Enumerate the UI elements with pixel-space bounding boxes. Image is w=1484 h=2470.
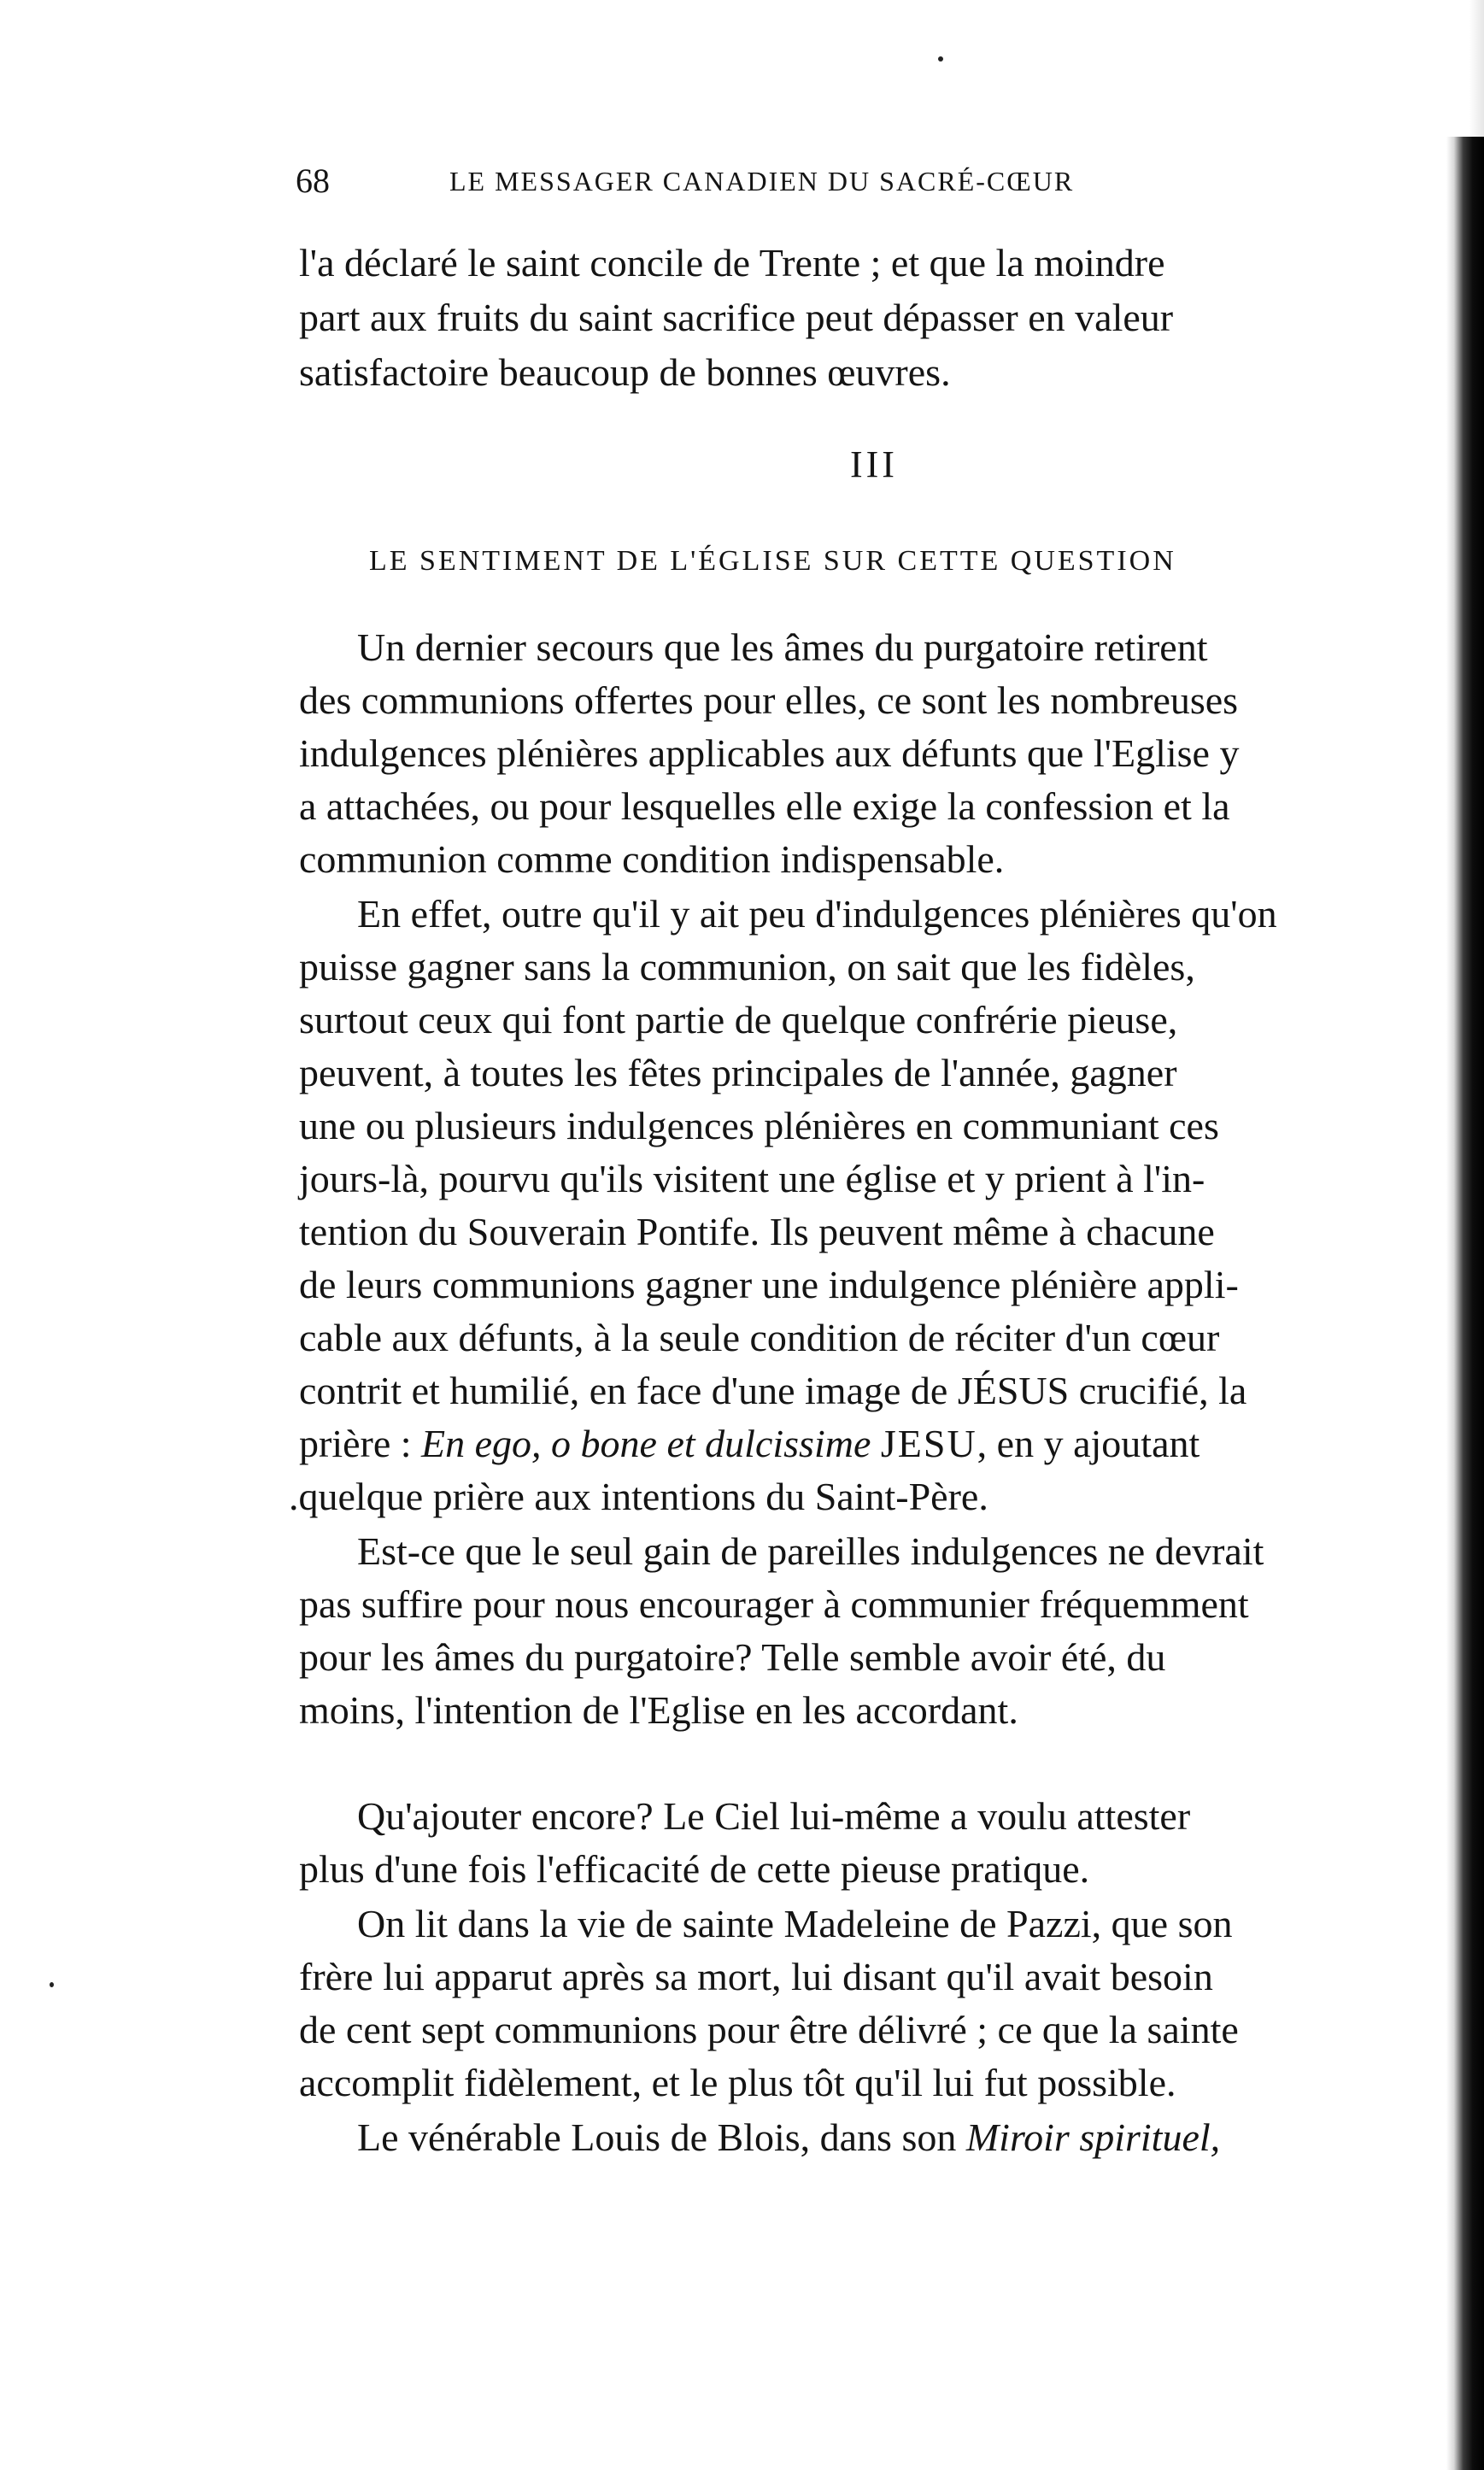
text-line [299, 1418, 1427, 1470]
text-line: jours-là, pourvu qu'ils visitent une église et y prient à l'in- [299, 1157, 1205, 1200]
prayer-latin: En ego, o bone et dulcissime [421, 1422, 871, 1465]
ink-speck [50, 1982, 54, 1987]
text-line: .quelque prière aux intentions du Saint-Père. [289, 1475, 988, 1518]
prayer-name: JESU [880, 1422, 977, 1465]
text-line: peuvent, à toutes les fêtes principales de l'année, gagner [299, 1051, 1177, 1094]
section-number: III [850, 443, 898, 485]
text-line: communion comme condition indispensable. [299, 837, 1005, 881]
text-line: On lit dans la vie de sainte Madeleine de Pazzi, que son [357, 1902, 1233, 1945]
text-line: a attachées, ou pour lesquelles elle exige la confession et la [299, 784, 1230, 828]
text-line: Qu'ajouter encore? Le Ciel lui-même a voulu attester [357, 1794, 1191, 1838]
text-line: surtout ceux qui font partie de quelque confrérie pieuse, [299, 998, 1178, 1041]
running-head: LE MESSAGER CANADIEN DU SACRÉ-CŒUR [449, 166, 1075, 197]
text-line: de cent sept communions pour être délivré ; ce que la sainte [299, 2008, 1239, 2051]
text-line: indulgences plénières applicables aux défunts que l'Eglise y [299, 731, 1240, 775]
text-line: l'a déclaré le saint concile de Trente ; et que la moindre [299, 241, 1165, 285]
text-line: frère lui apparut après sa mort, lui disant qu'il avait besoin [299, 1955, 1213, 1998]
page-edge-light [1446, 0, 1484, 137]
text-line: tention du Souverain Pontife. Ils peuvent même à chacune [299, 1210, 1215, 1253]
text-line: accomplit fidèlement, et le plus tôt qu'il lui fut possible. [299, 2061, 1176, 2104]
text-line: puisse gagner sans la communion, on sait que les fidèles, [299, 945, 1195, 989]
text-line: Est-ce que le seul gain de pareilles indulgences ne devrait [357, 1529, 1264, 1573]
text-line: part aux fruits du saint sacrifice peut dépasser en valeur [299, 296, 1174, 339]
text-line: cable aux défunts, à la seule condition de réciter d'un cœur [299, 1316, 1220, 1359]
ink-speck [938, 56, 943, 62]
text-line: de leurs communions gagner une indulgence plénière appli- [299, 1263, 1239, 1306]
text-line: satisfactoire beaucoup de bonnes œuvres. [299, 350, 951, 394]
page-header [296, 159, 1321, 203]
prayer-line: prière : En ego, o bone et dulcissime JESU, en y ajoutant [299, 1422, 1200, 1465]
text-line: contrit et humilié, en face d'une image de JÉSUS crucifié, la [299, 1369, 1247, 1412]
page-number: 68 [296, 161, 330, 200]
text-line: Le vénérable Louis de Blois, dans son Miroir spirituel, [357, 2115, 1221, 2159]
text-line: moins, l'intention de l'Eglise en les accordant. [299, 1688, 1018, 1732]
text-line: une ou plusieurs indulgences plénières en communiant ces [299, 1104, 1219, 1147]
text-line: En effet, outre qu'il y ait peu d'indulgences plénières qu'on [357, 892, 1277, 936]
text-line: pour les âmes du purgatoire? Telle semble avoir été, du [299, 1635, 1166, 1679]
text-line: pas suffire pour nous encourager à communier fréquemment [299, 1582, 1249, 1626]
text-line: des communions offertes pour elles, ce sont les nombreuses [299, 678, 1239, 722]
text-line: Un dernier secours que les âmes du purgatoire retirent [357, 625, 1208, 669]
section-title: LE SENTIMENT DE L'ÉGLISE SUR CETTE QUESTION [369, 545, 1176, 577]
book-title: Miroir spirituel, [965, 2115, 1221, 2159]
text-line: plus d'une fois l'efficacité de cette pieuse pratique. [299, 1847, 1090, 1891]
